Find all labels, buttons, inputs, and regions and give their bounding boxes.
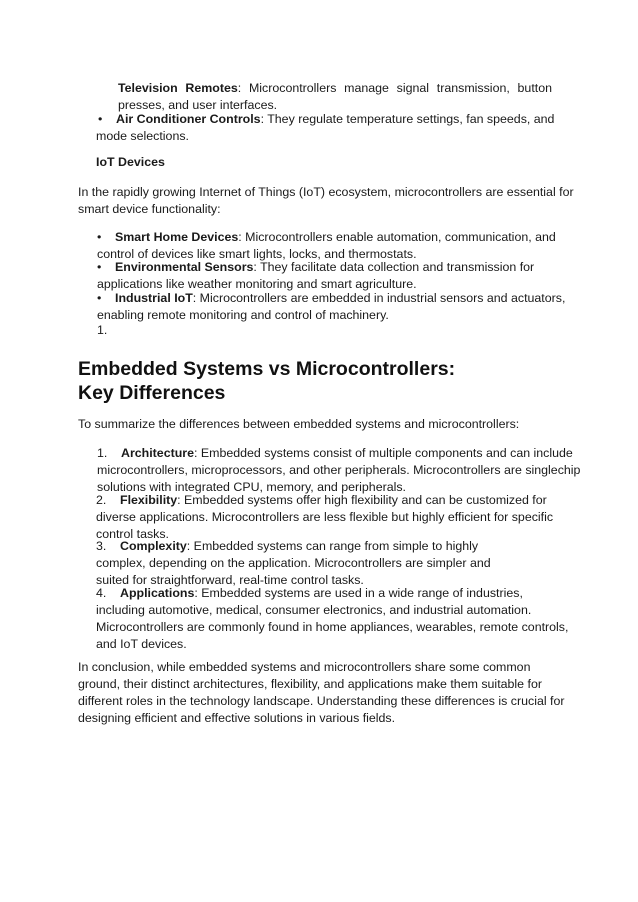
- tv-remotes-line2: presses, and user interfaces.: [118, 98, 278, 112]
- list-number: 3.: [96, 539, 107, 553]
- list-number: 2.: [96, 493, 107, 507]
- iot-item-environmental-sensors: • Environmental Sensors: They facilitate data collection and transmission for applications like weather monitoring and smart agriculture.: [97, 260, 535, 291]
- bullet-glyph: •: [97, 291, 102, 305]
- difference-item-flexibility: 2. Flexibility: Embedded systems offer high flexibility and can be customized for diverse applications. Microcontrollers are less flexible but highly efficient for specific control tasks.: [96, 493, 554, 541]
- applications-term: Applications: [120, 586, 195, 600]
- iot-item-smart-home: • Smart Home Devices: Microcontrollers enable automation, communication, and control of devices like smart lights, locks, and thermostats.: [97, 230, 556, 261]
- air-conditioner-line1: • Air Conditioner Controls: They regulate temperature settings, fan speeds, and: [98, 112, 555, 126]
- list-number: 4.: [96, 586, 107, 600]
- air-conditioner-line2: mode selections.: [96, 129, 189, 143]
- iot-devices-heading: IoT Devices: [96, 155, 165, 169]
- difference-item-complexity: 3. Complexity: Embedded systems can range from simple to highly complex, depending on the application. Microcontrollers are simpler and suited for straightforward, real-time control tasks.: [96, 539, 491, 587]
- tv-remotes-line1: Television Remotes: Microcontrollers manage signal transmission, button: [118, 81, 552, 95]
- industrial-iot-term: Industrial IoT: [115, 291, 193, 305]
- air-conditioner-term: Air Conditioner Controls: [116, 112, 261, 126]
- smart-home-term: Smart Home Devices: [115, 230, 239, 244]
- section-heading: Embedded Systems vs Microcontrollers: Key Differences: [78, 358, 456, 404]
- bullet-glyph: •: [97, 260, 102, 274]
- list-number: 1.: [97, 446, 108, 460]
- environmental-sensors-term: Environmental Sensors: [115, 260, 254, 274]
- air-conditioner-item: [96, 111, 555, 145]
- bullet-glyph: •: [98, 112, 103, 126]
- tv-remotes-term: Television Remotes: [118, 81, 238, 95]
- complexity-term: Complexity: [120, 539, 187, 553]
- iot-item-industrial: • Industrial IoT: Microcontrollers are embedded in industrial sensors and actuators, enabling remote monitoring and control of machinery.: [97, 291, 566, 322]
- iot-intro-paragraph: In the rapidly growing Internet of Things (IoT) ecosystem, microcontrollers are essential for smart device functionality:: [78, 185, 574, 216]
- architecture-term: Architecture: [121, 446, 194, 460]
- tv-remotes-item: [118, 80, 552, 114]
- conclusion-paragraph: In conclusion, while embedded systems and microcontrollers share some common ground, their distinct architectures, flexibility, and applications make them suitable for different roles in the technology landscape. Understanding these differences is crucial for designing efficient and effective solutions in various fields.: [78, 660, 565, 725]
- summary-intro: To summarize the differences between embedded systems and microcontrollers:: [78, 417, 520, 431]
- difference-item-applications: 4. Applications: Embedded systems are used in a wide range of industries, including automotive, medical, consumer electronics, and industrial automation. Microcontrollers are commonly found in home appliances, wearables, remote controls, and IoT devices.: [96, 586, 569, 651]
- difference-item-architecture: 1. Architecture: Embedded systems consist of multiple components and can include microcontrollers, microprocessors, and other peripherals. Microcontrollers are singlechip solutions with integrated CPU, memory, and peripherals.: [97, 446, 581, 494]
- flexibility-term: Flexibility: [120, 493, 178, 507]
- stray-list-number: 1.: [97, 323, 108, 337]
- bullet-glyph: •: [97, 230, 102, 244]
